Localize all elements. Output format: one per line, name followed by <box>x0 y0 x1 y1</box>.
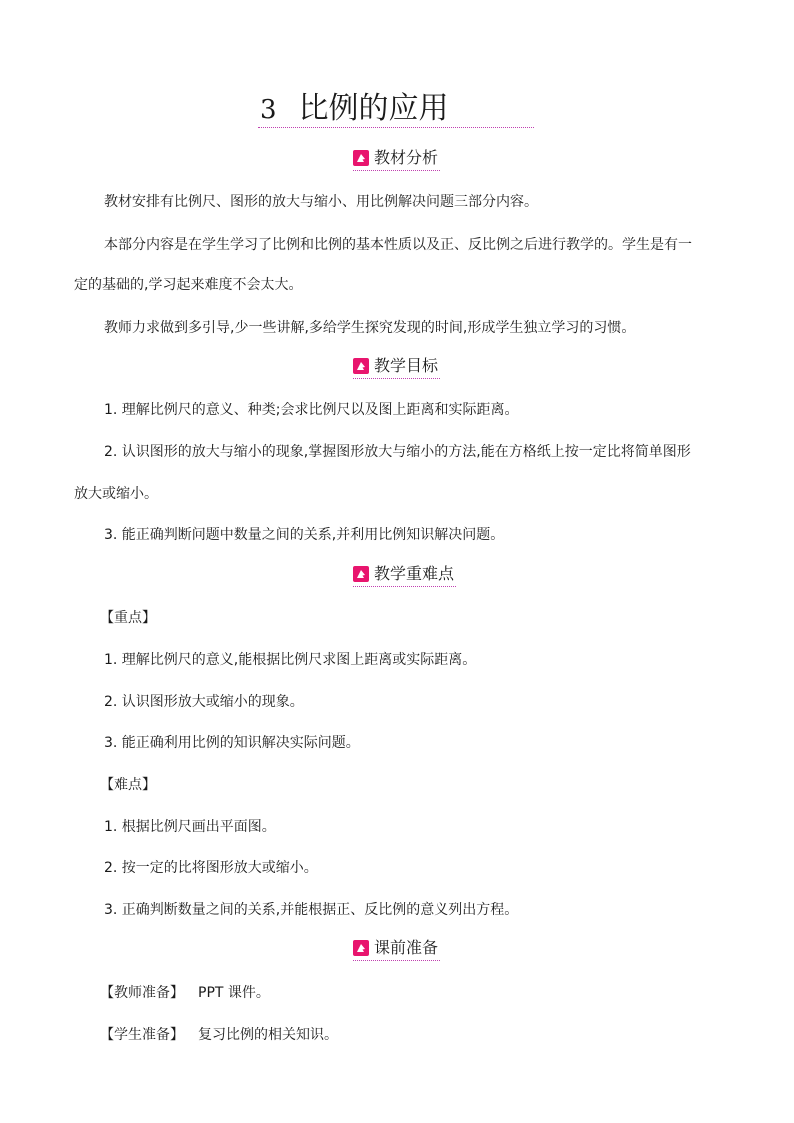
analysis-paragraph-2: 本部分内容是在学生学习了比例和比例的基本性质以及正、反比例之后进行教学的。学生是有一 <box>104 237 692 253</box>
goal-item-1: 1. 理解比例尺的意义、种类;会求比例尺以及图上距离和实际距离。 <box>104 402 519 418</box>
analysis-paragraph-2-cont: 定的基础的,学习起来难度不会太大。 <box>74 277 303 293</box>
student-prep-row <box>100 1025 338 1045</box>
goal-item-2: 2. 认识图形的放大与缩小的现象,掌握图形放大与缩小的方法,能在方格纸上按一定比将简单图形 <box>104 444 691 460</box>
teacher-prep-row <box>100 983 270 1003</box>
title-text: 比例的应用 <box>298 91 449 126</box>
section-heading-text: 教学目标 <box>374 356 439 375</box>
page-title <box>258 91 534 128</box>
section-heading-analysis <box>353 148 440 171</box>
teacher-prep-value: PPT 课件。 <box>198 985 270 1001</box>
pink-arrow-badge-icon <box>353 566 369 582</box>
section-heading-key-points <box>353 564 456 587</box>
title-number: 3 <box>260 95 277 125</box>
difficult-item-2: 2. 按一定的比将图形放大或缩小。 <box>104 860 318 876</box>
key-item-1: 1. 理解比例尺的意义,能根据比例尺求图上距离或实际距离。 <box>104 652 477 668</box>
section-heading-preparation <box>353 938 440 961</box>
key-item-2: 2. 认识图形放大或缩小的现象。 <box>104 694 304 710</box>
section-heading-text: 教学重难点 <box>374 564 455 583</box>
pink-arrow-badge-icon <box>353 940 369 956</box>
key-item-3: 3. 能正确利用比例的知识解决实际问题。 <box>104 735 360 751</box>
key-label: 【重点】 <box>100 610 156 626</box>
difficult-label: 【难点】 <box>100 777 156 793</box>
goal-item-3: 3. 能正确判断问题中数量之间的关系,并利用比例知识解决问题。 <box>104 527 505 543</box>
section-heading-text: 课前准备 <box>374 938 439 957</box>
difficult-item-1: 1. 根据比例尺画出平面图。 <box>104 819 276 835</box>
difficult-item-3: 3. 正确判断数量之间的关系,并能根据正、反比例的意义列出方程。 <box>104 902 519 918</box>
section-heading-text: 教材分析 <box>374 148 439 167</box>
pink-arrow-badge-icon <box>353 150 369 166</box>
student-prep-value: 复习比例的相关知识。 <box>198 1027 338 1043</box>
student-prep-label: 【学生准备】 <box>100 1027 184 1043</box>
teacher-prep-label: 【教师准备】 <box>100 985 184 1001</box>
section-heading-goals <box>353 356 440 379</box>
pink-arrow-badge-icon <box>353 358 369 374</box>
goal-item-2-cont: 放大或缩小。 <box>74 486 158 502</box>
analysis-paragraph-3: 教师力求做到多引导,少一些讲解,多给学生探究发现的时间,形成学生独立学习的习惯。 <box>104 320 636 336</box>
analysis-paragraph-1: 教材安排有比例尺、图形的放大与缩小、用比例解决问题三部分内容。 <box>104 194 538 210</box>
